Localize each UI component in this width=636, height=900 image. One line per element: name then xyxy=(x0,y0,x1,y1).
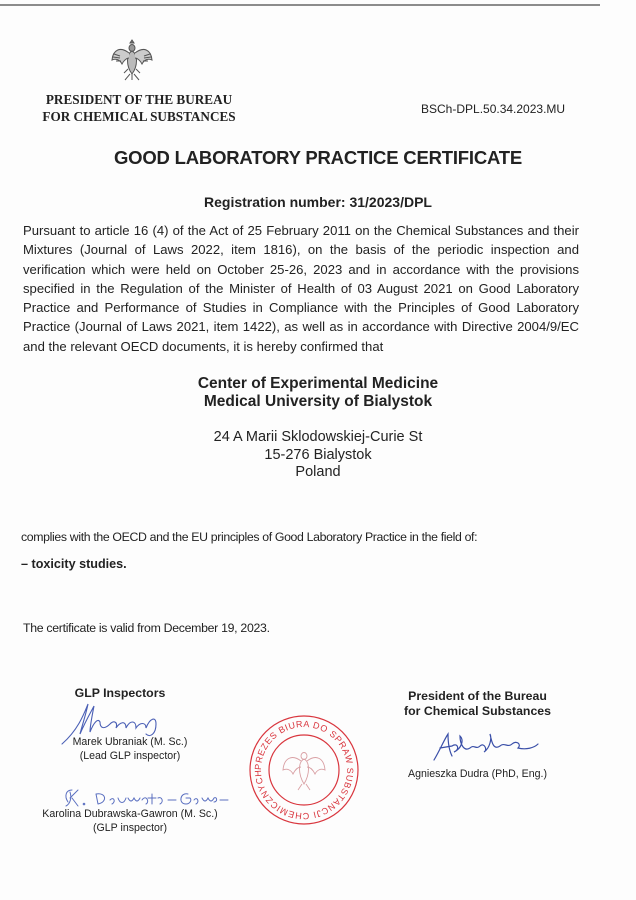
polish-eagle-emblem-icon xyxy=(108,36,156,84)
president-heading-line-1: President of the Bureau xyxy=(408,689,547,703)
stamp-text: PREZES BIURA DO SPRAW SUBSTANCJI CHEMICZNYCH xyxy=(252,718,356,822)
inspector2-signature xyxy=(60,786,230,810)
certificate-body: Pursuant to article 16 (4) of the Act of 25 February 2011 on the Chemical Substances and their Mixtures (Journal of Laws 2022, item 1816), on the basis of the periodic inspection and verification which were held on October 25-26, 2023 and in accordance with the provisions specified in the Regulation of the Minister of Health of 03 August 2021 on Good Laboratory Practice and Performance of Studies in Compliance with the Principles of Good Laboratory Practice (Journal of Laws 2021, item 1422), as well as in accordance with Directive 2004/9/EC and the relevant OECD documents, it is hereby confirmed that xyxy=(23,223,579,354)
address-country: Poland xyxy=(295,464,341,480)
president-signature xyxy=(430,730,540,762)
stamp-eagle-icon xyxy=(283,753,325,791)
issuer-line-1: PRESIDENT OF THE BUREAU xyxy=(45,92,233,107)
president-heading-line-2: for Chemical Substances xyxy=(404,704,551,718)
issuer-line-2: FOR CHEMICAL SUBSTANCES xyxy=(42,109,236,124)
validity-statement: The certificate is valid from December 19, 2023. xyxy=(23,621,270,635)
inspector2-name: Karolina Dubrawska-Gawron (M. Sc.) xyxy=(42,808,218,820)
compliance-statement: complies with the OECD and the EU principles of Good Laboratory Practice in the field of: xyxy=(21,530,478,544)
organization-name xyxy=(0,375,636,411)
compliance-field: – toxicity studies. xyxy=(21,557,127,571)
inspector1-role: (Lead GLP inspector) xyxy=(79,749,181,762)
inspector2-role: (GLP inspector) xyxy=(93,821,167,834)
inspector1-name: Marek Ubraniak (M. Sc.) xyxy=(72,736,188,748)
organization-name-line-1: Center of Experimental Medicine xyxy=(197,375,439,392)
president-heading xyxy=(395,689,560,719)
registration-number: Registration number: 31/2023/DPL xyxy=(204,194,432,210)
issuer-heading xyxy=(34,91,244,125)
inspector2-block xyxy=(30,808,230,835)
address-street: 24 A Marii Sklodowskiej-Curie St xyxy=(213,429,423,445)
certificate-title: GOOD LABORATORY PRACTICE CERTIFICATE xyxy=(113,147,523,168)
reference-number: BSCh-DPL.50.34.2023.MU xyxy=(421,102,566,116)
official-stamp xyxy=(246,712,362,828)
organization-address xyxy=(0,429,636,482)
inspectors-heading: GLP Inspectors xyxy=(74,686,166,700)
top-border-line xyxy=(0,4,600,6)
president-name: Agnieszka Dudra (PhD, Eng.) xyxy=(408,768,547,780)
inspector1-block xyxy=(60,736,200,763)
address-city: 15-276 Bialystok xyxy=(264,446,372,463)
organization-name-line-2: Medical University of Bialystok xyxy=(203,393,433,410)
